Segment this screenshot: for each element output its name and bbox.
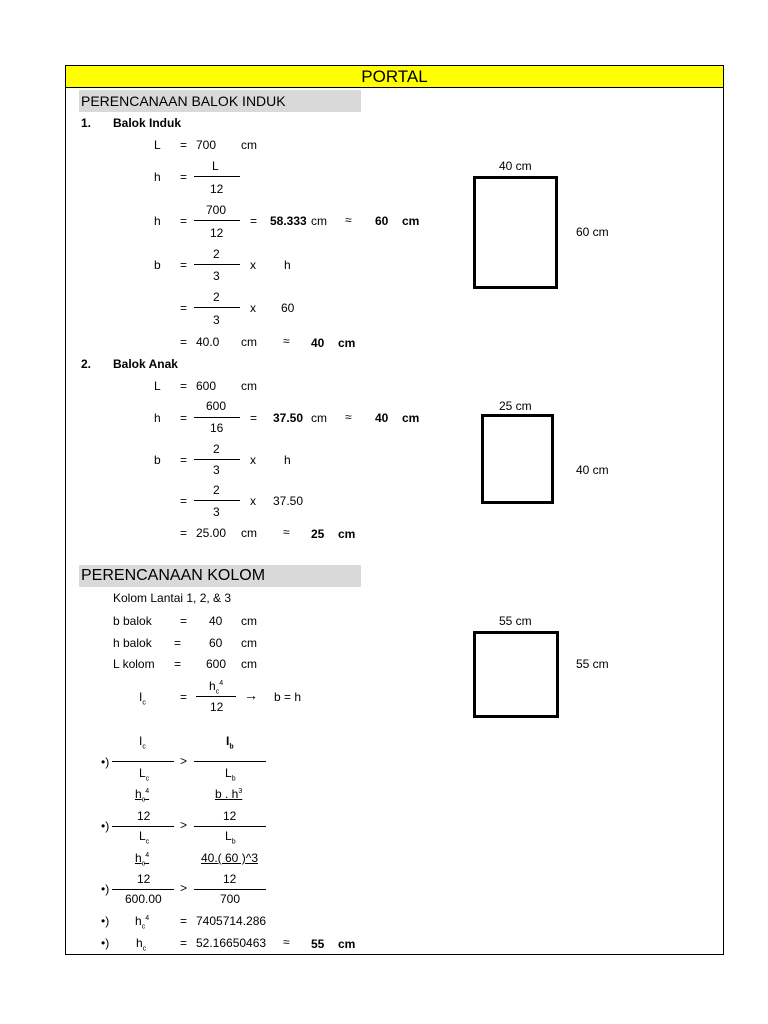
fraction-denominator: 700 [220, 892, 241, 906]
fraction-numerator: $h_c^4$ [209, 679, 224, 696]
multiplier: h [284, 453, 291, 467]
equals: = [180, 335, 188, 349]
beam-section-sketch [473, 176, 558, 289]
unit: cm [241, 526, 257, 540]
sketch-height-label: 55 cm [576, 657, 609, 671]
row-value: 60 [209, 636, 223, 650]
approx-symbol: ≈ [283, 935, 290, 949]
unit: cm [241, 614, 257, 628]
fraction-line [194, 417, 240, 418]
fraction-middle: 12 [223, 809, 237, 823]
fraction-denominator: 12 [210, 700, 224, 714]
bullet: •) [101, 882, 110, 896]
fraction-numerator: $h_c^4$ [135, 851, 150, 868]
h-rounded-unit: cm [402, 214, 420, 228]
b-rounded: 25 [311, 527, 325, 541]
equals: = [180, 690, 188, 704]
fraction-numerator: b . $h^3$ [215, 787, 243, 801]
equals: = [250, 214, 258, 228]
sketch-height-label: 60 cm [576, 225, 609, 239]
times: x [250, 494, 256, 508]
equals: = [180, 526, 188, 540]
multiplier-value: 37.50 [273, 494, 304, 508]
value-L: 700 [196, 138, 217, 152]
fraction-numerator: $I_c$ [139, 734, 146, 751]
beam-section-sketch [481, 414, 554, 504]
fraction-numerator: $I_b$ [226, 734, 234, 751]
fraction-middle: 12 [137, 872, 151, 886]
bullet: •) [101, 936, 110, 950]
equals: = [180, 614, 188, 628]
row-value: 600 [206, 657, 227, 671]
var-b: b [154, 453, 161, 467]
var-b: b [154, 258, 161, 272]
b-rounded: 40 [311, 336, 325, 350]
sketch-width-label: 40 cm [499, 159, 532, 173]
result-value: 7405714.286 [196, 914, 267, 928]
row-label: b balok [113, 614, 152, 628]
fraction-numerator: 2 [213, 442, 220, 456]
equals: = [180, 453, 188, 467]
sketch-width-label: 25 cm [499, 399, 532, 413]
fraction-line [112, 889, 174, 890]
fraction-line [194, 500, 240, 501]
equals: = [180, 411, 188, 425]
fraction-numerator: 2 [213, 290, 220, 304]
equals: = [180, 379, 188, 393]
b-rounded-unit: cm [338, 336, 356, 350]
fraction-middle: 12 [223, 872, 237, 886]
fraction-line [194, 826, 266, 827]
times: x [250, 258, 256, 272]
row-label: h balok [113, 636, 152, 650]
result-value: 52.16650463 [196, 936, 267, 950]
lhs-term: $h_c$ [136, 936, 147, 953]
unit: cm [241, 657, 257, 671]
h-result: 37.50 [273, 411, 304, 425]
var-L: L [154, 138, 161, 152]
fraction-denominator: $L_b$ [225, 766, 236, 783]
fraction-denominator: $L_b$ [225, 829, 236, 846]
unit: cm [241, 636, 257, 650]
greater-than: > [180, 881, 188, 895]
bullet: •) [101, 914, 110, 928]
fraction-line [194, 889, 266, 890]
fraction-line [194, 307, 240, 308]
page-title: PORTAL [66, 66, 723, 88]
fraction-denominator: 12 [210, 226, 224, 240]
b-result: 25.00 [196, 526, 227, 540]
unit: cm [241, 335, 257, 349]
b-rounded-unit: cm [338, 527, 356, 541]
fraction-line [112, 826, 174, 827]
fraction-numerator: 700 [206, 203, 227, 217]
greater-than: > [180, 754, 188, 768]
fraction-denominator: $L_c$ [139, 829, 150, 846]
var-h: h [154, 170, 161, 184]
fraction-denominator: 600.00 [125, 892, 162, 906]
approx-symbol: ≈ [345, 410, 352, 424]
var-h: h [154, 214, 161, 228]
bullet: •) [101, 755, 110, 769]
equals: = [180, 170, 188, 184]
equals: = [180, 494, 188, 508]
fraction-denominator: 3 [213, 463, 220, 477]
approx-symbol: ≈ [283, 525, 290, 539]
approx-symbol: ≈ [345, 213, 352, 227]
worksheet-border [65, 65, 724, 955]
value-L: 600 [196, 379, 217, 393]
condition-text: b = h [274, 690, 302, 704]
item-name-balok-anak: Balok Anak [113, 357, 178, 371]
fraction-numerator: 2 [213, 247, 220, 261]
h-result: 58.333 [270, 214, 307, 228]
equals: = [180, 138, 188, 152]
hc-rounded-unit: cm [338, 937, 356, 951]
equals: = [180, 258, 188, 272]
var-h: h [154, 411, 161, 425]
equals: = [180, 936, 188, 950]
fraction-numerator: $h_c^4$ [135, 787, 150, 804]
item-number-1: 1. [81, 116, 92, 130]
fraction-numerator: 40.( 60 )^3 [201, 851, 258, 865]
section-heading-balok-induk: PERENCANAAN BALOK INDUK [79, 90, 361, 112]
greater-than: > [180, 818, 188, 832]
column-section-sketch [473, 631, 559, 718]
arrow-right-icon: → [244, 687, 258, 703]
column-floor-subtitle: Kolom Lantai 1, 2, & 3 [113, 591, 232, 605]
fraction-line [194, 459, 240, 460]
lhs-term: $h_c^4$ [135, 914, 150, 931]
times: x [250, 301, 256, 315]
equals: = [174, 636, 182, 650]
fraction-line [194, 220, 240, 221]
section-heading-kolom: PERENCANAAN KOLOM [79, 565, 361, 587]
fraction-line [194, 264, 240, 265]
fraction-numerator: 600 [206, 399, 227, 413]
times: x [250, 453, 256, 467]
fraction-line [194, 176, 240, 177]
row-label: L kolom [113, 657, 155, 671]
equals: = [250, 411, 258, 425]
fraction-numerator: 2 [213, 483, 220, 497]
equals: = [180, 914, 188, 928]
unit: cm [311, 214, 327, 228]
fraction-denominator: $L_c$ [139, 766, 150, 783]
sketch-height-label: 40 cm [576, 463, 609, 477]
b-result: 40.0 [196, 335, 220, 349]
fraction-denominator: 12 [210, 182, 224, 196]
equals: = [180, 214, 188, 228]
hc-rounded: 55 [311, 937, 325, 951]
multiplier-value: 60 [281, 301, 295, 315]
fraction-line [112, 761, 174, 762]
sketch-width-label: 55 cm [499, 614, 532, 628]
item-number-2: 2. [81, 357, 92, 371]
inertia-label: $I_c$ [139, 690, 146, 707]
unit: cm [241, 379, 257, 393]
fraction-numerator: L [212, 159, 219, 173]
fraction-denominator: 3 [213, 505, 220, 519]
row-value: 40 [209, 614, 223, 628]
unit: cm [311, 411, 327, 425]
h-rounded: 60 [375, 214, 389, 228]
h-rounded: 40 [375, 411, 389, 425]
equals: = [180, 301, 188, 315]
multiplier: h [284, 258, 291, 272]
fraction-line [194, 761, 266, 762]
fraction-line [196, 696, 236, 697]
fraction-denominator: 3 [213, 313, 220, 327]
bullet: •) [101, 819, 110, 833]
h-rounded-unit: cm [402, 411, 420, 425]
approx-symbol: ≈ [283, 334, 290, 348]
fraction-denominator: 16 [210, 421, 224, 435]
equals: = [174, 657, 182, 671]
unit: cm [241, 138, 257, 152]
var-L: L [154, 379, 161, 393]
fraction-denominator: 3 [213, 269, 220, 283]
fraction-middle: 12 [137, 809, 151, 823]
item-name-balok-induk: Balok Induk [113, 116, 182, 130]
